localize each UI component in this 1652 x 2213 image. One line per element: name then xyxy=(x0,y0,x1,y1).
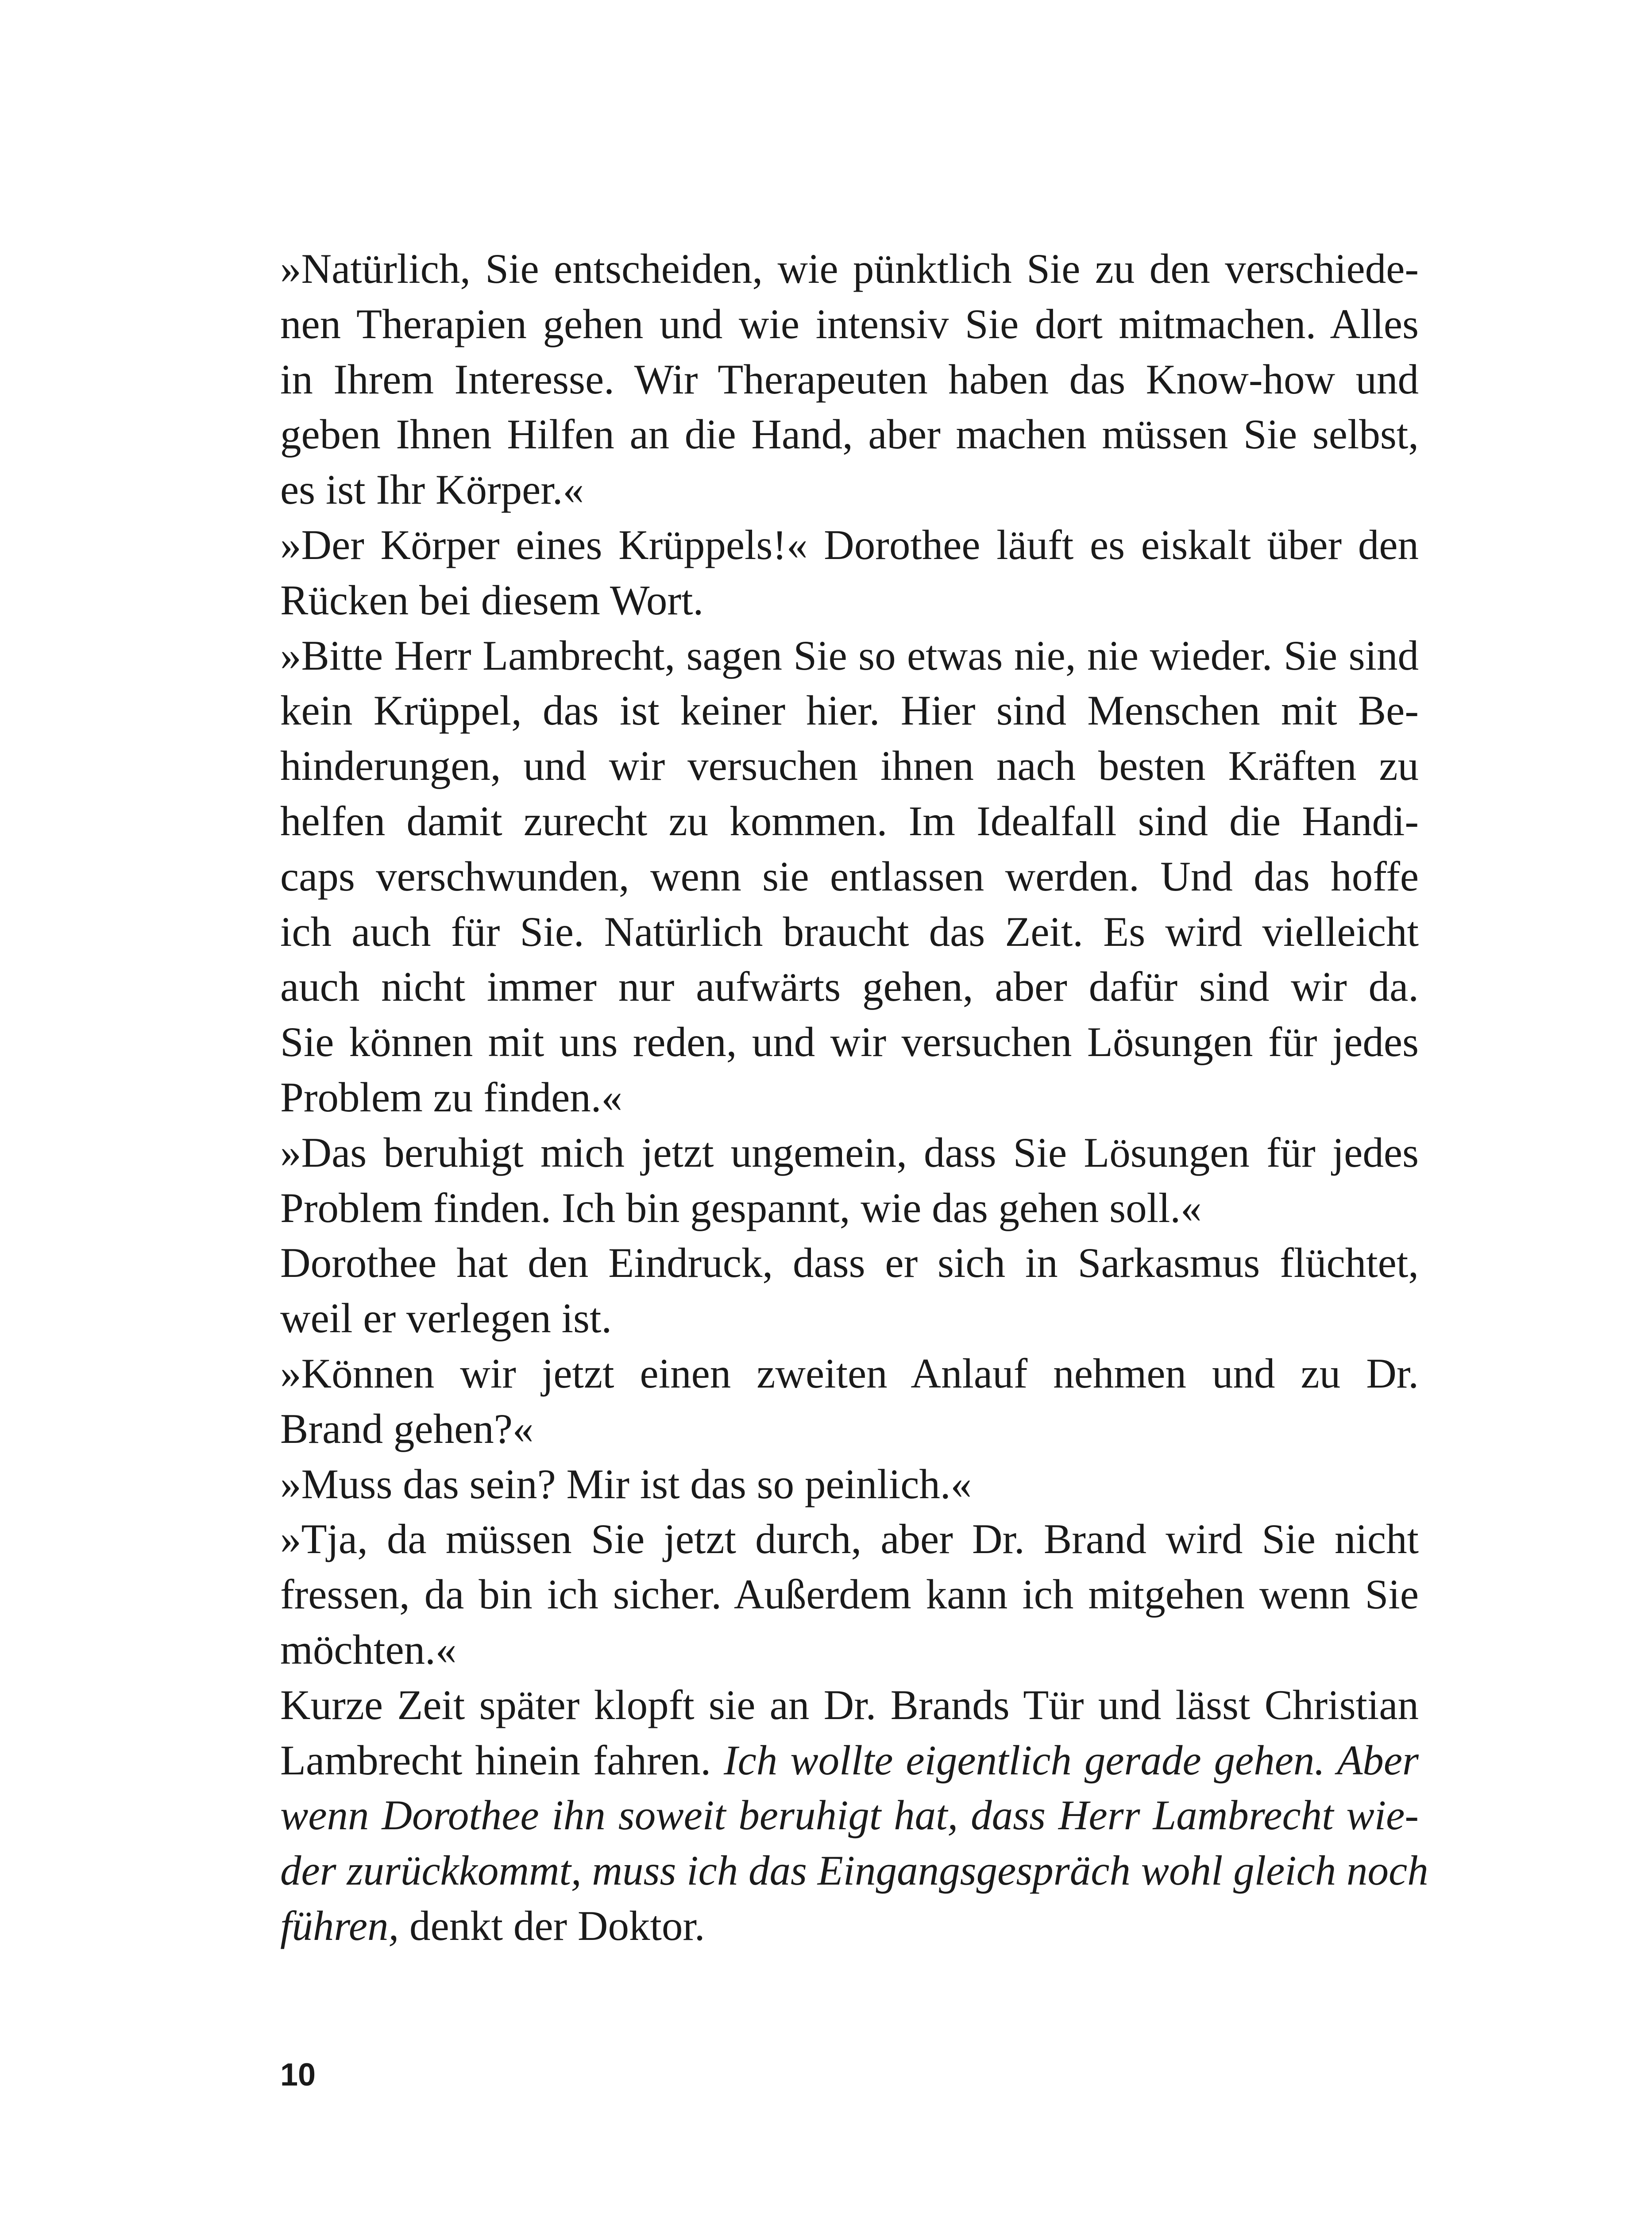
italic-span: führen, xyxy=(280,1902,399,1949)
text-line-mixed xyxy=(280,1898,1419,1954)
text-line: in Ihrem Interesse. Wir Therapeuten haben das Know-how und xyxy=(280,355,1419,403)
text-line: Rücken bei diesem Wort. xyxy=(280,576,704,624)
text-line: nen Therapien gehen und wie intensiv Sie dort mitmachen. Alles xyxy=(280,300,1419,347)
text-line: auch nicht immer nur aufwärts gehen, aber dafür sind wir da. xyxy=(280,963,1419,1010)
text-line-mixed xyxy=(280,1733,1419,1788)
italic-span: wenn Dorothee ihn soweit beruhigt hat, dass Herr Lambrecht wie- xyxy=(280,1792,1419,1839)
text-line-italic xyxy=(280,1788,1419,1843)
text-line: geben Ihnen Hilfen an die Hand, aber machen müssen Sie selbst, xyxy=(280,411,1419,458)
text-line: helfen damit zurecht zu kommen. Im Idealfall sind die Handi- xyxy=(280,797,1419,844)
text-line: fressen, da bin ich sicher. Außerdem kann ich mitgehen wenn Sie xyxy=(280,1571,1419,1618)
text-line: Dorothee hat den Eindruck, dass er sich in Sarkasmus flüchtet, xyxy=(280,1239,1419,1287)
text-line: »Natürlich, Sie entscheiden, wie pünktlich Sie zu den verschiede- xyxy=(280,245,1419,292)
text-line: caps verschwunden, wenn sie entlassen werden. Und das hoffe xyxy=(280,852,1419,900)
text-line: »Können wir jetzt einen zweiten Anlauf nehmen und zu Dr. xyxy=(280,1349,1419,1397)
italic-span: Ich wollte eigentlich gerade gehen. Aber xyxy=(724,1736,1419,1784)
text-line: ich auch für Sie. Natürlich braucht das Zeit. Es wird vielleicht xyxy=(280,908,1419,955)
text-span: denkt der Doktor. xyxy=(399,1902,705,1949)
text-line: Brand gehen?« xyxy=(280,1405,534,1452)
body-text xyxy=(280,241,1428,1954)
text-line: »Tja, da müssen Sie jetzt durch, aber Dr. Brand wird Sie nicht xyxy=(280,1515,1419,1563)
text-line: Problem zu finden.« xyxy=(280,1073,623,1121)
text-line: »Bitte Herr Lambrecht, sagen Sie so etwas nie, nie wieder. Sie sind xyxy=(280,632,1419,679)
text-line: es ist Ihr Körper.« xyxy=(280,466,584,513)
text-line: kein Krüppel, das ist keiner hier. Hier sind Menschen mit Be- xyxy=(280,687,1419,734)
text-line: hinderungen, und wir versuchen ihnen nach besten Kräften zu xyxy=(280,742,1419,790)
page-number: 10 xyxy=(280,2057,316,2093)
text-line: »Der Körper eines Krüppels!« Dorothee läuft es eiskalt über den xyxy=(280,521,1419,568)
text-line: Problem finden. Ich bin gespannt, wie das gehen soll.« xyxy=(280,1184,1202,1231)
text-line: möchten.« xyxy=(280,1626,457,1673)
text-line: Kurze Zeit später klopft sie an Dr. Brands Tür und lässt Christian xyxy=(280,1681,1419,1728)
text-span: Lambrecht hinein fahren. xyxy=(280,1736,724,1784)
text-line-italic xyxy=(280,1843,1428,1898)
text-line: »Das beruhigt mich jetzt ungemein, dass Sie Lösungen für jedes xyxy=(280,1129,1419,1176)
text-line: Sie können mit uns reden, und wir versuchen Lösungen für jedes xyxy=(280,1018,1419,1066)
text-line: weil er verlegen ist. xyxy=(280,1295,612,1342)
text-line: »Muss das sein? Mir ist das so peinlich.« xyxy=(280,1460,972,1507)
italic-span: der zurückkommt, muss ich das Eingangsgespräch wohl gleich noch xyxy=(280,1847,1428,1894)
